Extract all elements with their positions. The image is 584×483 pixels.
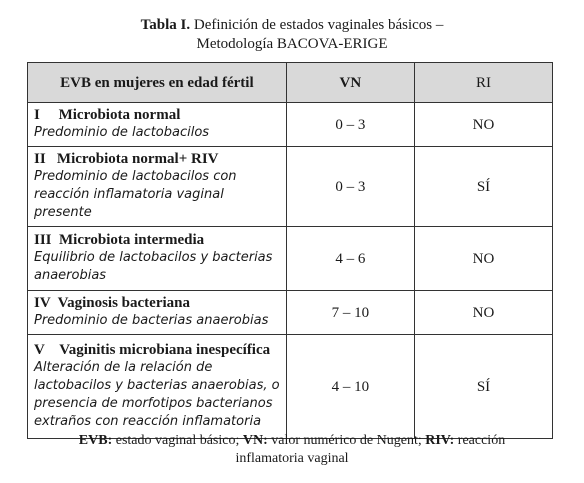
row-title: II Microbiota normal+ RIV xyxy=(34,151,219,167)
row-vn: 4 – 10 xyxy=(286,335,414,439)
header-row xyxy=(28,63,553,103)
footnote-vn-def: valor numérico de Nugent; xyxy=(267,433,426,448)
caption-title-line1: Definición de estados vaginales básicos – xyxy=(193,17,444,33)
row-title: I Microbiota normal xyxy=(34,107,181,123)
header-ri: RI xyxy=(414,63,552,103)
footnote-riv-def-2: inflamatoria vaginal xyxy=(235,451,349,466)
row-description xyxy=(28,147,287,227)
row-subtitle: Predominio de lactobacilos xyxy=(34,125,210,140)
footnote-riv-def-1: reacción xyxy=(454,433,506,448)
footnote-vn-abbr: VN: xyxy=(242,433,268,448)
row-vn: 0 – 3 xyxy=(286,147,414,227)
caption-title-line2: Metodología BACOVA-ERIGE xyxy=(196,36,388,52)
row-title: V Vaginitis microbiana inespecífica xyxy=(34,342,271,358)
row-description xyxy=(28,103,287,147)
row-ri: SÍ xyxy=(414,147,552,227)
caption-label: Tabla I. xyxy=(140,17,191,33)
row-vn: 0 – 3 xyxy=(286,103,414,147)
vaginal-states-table xyxy=(27,62,553,439)
table-row xyxy=(28,103,553,147)
row-subtitle: Equilibrio de lactobacilos y bacterias anaerobias xyxy=(34,250,273,283)
header-vn: VN xyxy=(286,63,414,103)
header-evb: EVB en mujeres en edad fértil xyxy=(28,63,287,103)
row-subtitle: Predominio de bacterias anaerobias xyxy=(34,313,269,328)
table-row xyxy=(28,227,553,291)
row-ri: NO xyxy=(414,103,552,147)
row-description xyxy=(28,227,287,291)
row-description xyxy=(28,335,287,439)
row-vn: 7 – 10 xyxy=(286,291,414,335)
row-subtitle: Alteración de la relación de lactobacilos y bacterias anaerobias, o presencia de morfotipos bacterianos extraños con reacción inflamatoria xyxy=(34,360,280,429)
row-title: III Microbiota intermedia xyxy=(34,232,205,248)
row-subtitle: Predominio de lactobacilos con reacción inflamatoria vaginal presente xyxy=(34,169,237,220)
row-ri: SÍ xyxy=(414,335,552,439)
row-ri: NO xyxy=(414,227,552,291)
row-title: IV Vaginosis bacteriana xyxy=(34,295,191,311)
table-row xyxy=(28,335,553,439)
row-ri: NO xyxy=(414,291,552,335)
footnote-evb-def: estado vaginal básico; xyxy=(112,433,243,448)
table-row xyxy=(28,291,553,335)
footnote-riv-abbr: RIV: xyxy=(425,433,455,448)
table-caption xyxy=(0,16,584,54)
row-description xyxy=(28,291,287,335)
table-row xyxy=(28,147,553,227)
row-vn: 4 – 6 xyxy=(286,227,414,291)
footnote-evb-abbr: EVB: xyxy=(78,433,113,448)
table-footnote xyxy=(0,432,584,468)
